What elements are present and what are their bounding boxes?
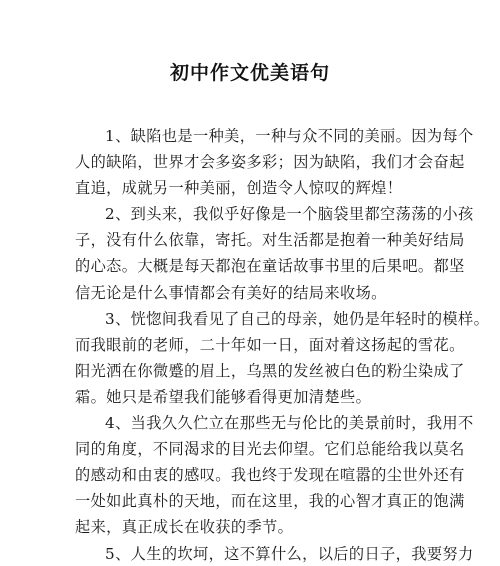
paragraph-1-line-3: 直追，成就另一种美丽，创造令人惊叹的辉煌！ [75, 179, 403, 198]
paragraph-3-line-4: 霜。她只是希望我们能够看得更加清楚些。 [75, 387, 372, 406]
paragraph-3-line-2: 而我眼前的老师，二十年如一日，面对着这扬起的雪花。 [75, 335, 465, 354]
paragraph-4-line-3: 的感动和由衷的感叹。我也终于发现在喧嚣的尘世外还有 [75, 466, 465, 485]
paragraph-3-line-1: 3、恍惚间我看见了自己的母亲，她仍是年轻时的模样。 [105, 309, 490, 328]
paragraph-1-line-1: 1、缺陷也是一种美，一种与众不同的美丽。因为每个 [105, 127, 474, 145]
paragraph-2-line-3: 的心态。大概是每天都泡在童话故事书里的后果吧。都坚 [75, 257, 465, 276]
document-body [75, 123, 490, 566]
paragraph-1-line-2: 人的缺陷，世界才会多姿多彩；因为缺陷，我们才会奋起 [75, 153, 465, 172]
paragraph-2-line-1: 2、到头来，我似乎好像是一个脑袋里都空荡荡的小孩 [105, 205, 474, 224]
paragraph-4-line-5: 起来，真正成长在收获的季节。 [75, 518, 294, 537]
paragraph-5-line-1: 5、人生的坎坷，这不算什么，以后的日子，我要努力 [105, 544, 474, 563]
paragraph-3-line-3: 阳光洒在你微蹙的眉上，乌黑的发丝被白色的粉尘染成了 [75, 361, 465, 380]
paragraph-2-line-2: 子，没有什么依靠，寄托。对生活都是抱着一种美好结局 [75, 231, 465, 250]
document-title: 初中作文优美语句 [169, 62, 330, 84]
paragraph-4-line-1: 4、当我久久伫立在那些无与伦比的美景前时，我用不 [105, 414, 474, 433]
paragraph-4-line-2: 同的角度，不同渴求的目光去仰望。它们总能给我以莫名 [75, 440, 465, 459]
paragraph-2-line-4: 信无论是什么事情都会有美好的结局来收场。 [75, 283, 387, 302]
paragraph-4-line-4: 一处如此真朴的天地，而在这里，我的心智才真正的饱满 [75, 492, 465, 511]
